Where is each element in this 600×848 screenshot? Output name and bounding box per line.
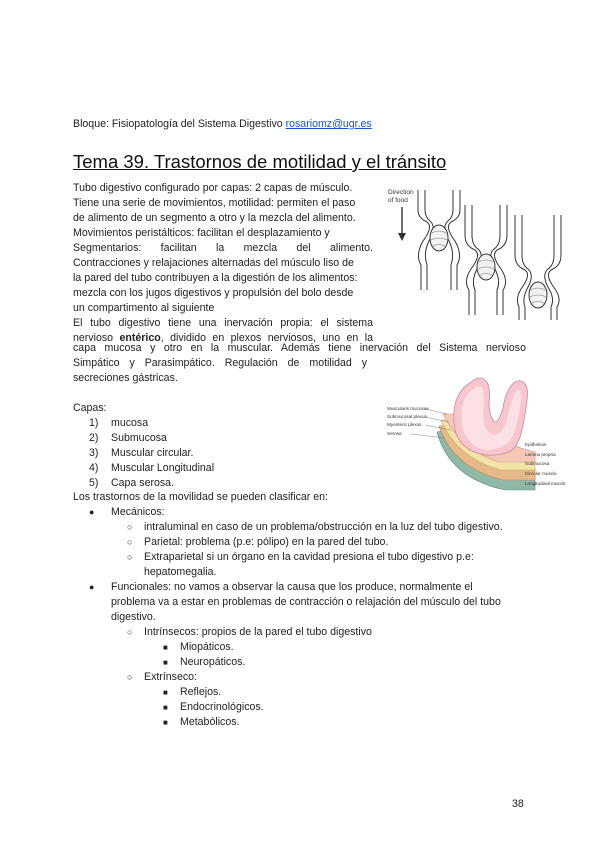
intrinsecos-subitem: ■ Miopáticos. [163,641,234,653]
circle-bullet-icon: ○ [127,672,133,682]
inervacion-line: nervioso entérico, dividido en plexos nerviosos, uno en la [73,332,373,344]
tube-segment-1 [418,190,460,290]
bullet-icon: ● [89,507,95,517]
square-bullet-icon: ■ [163,688,168,697]
square-bullet-icon: ■ [163,643,168,652]
intro-line: Contracciones y relajaciones alternadas del músculo liso de [73,257,354,269]
circle-bullet-icon: ○ [127,522,133,532]
intro-line: Movimientos peristálticos: facilitan el desplazamiento y [73,227,330,239]
list-item: 1) mucosa [89,417,149,429]
intrinsecos-item: ○ Intrínsecos: propios de la pared el tubo digestivo [127,626,372,638]
label-lamina-propria: Lamina propria [525,452,556,457]
circle-bullet-icon: ○ [127,537,133,547]
inervacion-line: secreciones gástricas. [73,372,178,384]
square-bullet-icon: ■ [163,718,168,727]
figure-label-direction: Direction [388,189,414,196]
mecanicos-subitem: ○ intraluminal en caso de un problema/obstrucción en la luz del tubo digestivo. [127,521,503,533]
mecanicos-subitem: ○ Extraparietal si un órgano en la cavidad presiona el tubo digestivo p.e: [127,551,474,563]
intro-line: Tubo digestivo configurado por capas: 2 capas de músculo. [73,182,353,194]
inervacion-line: El tubo digestivo tiene una inervación propia: el sistema [73,317,373,329]
email-link[interactable]: rosariomz@ugr.es [285,118,372,130]
intro-line: la pared del tubo contribuyen a la digestión de los alimentos: [73,272,358,284]
extrinseco-subitem: ■ Metabólicos. [163,716,240,728]
intrinsecos-subitem: ■ Neuropáticos. [163,656,246,668]
inervacion-line-full: capa mucosa y otro en la muscular. Además tiene inervación del Sistema nervioso [73,342,526,354]
list-item: 2) Submucosa [89,432,167,444]
tube-segment-3 [515,215,561,320]
figure-label-of-food: of food [388,197,408,204]
intro-line: un compartimento al siguiente [73,302,215,314]
mecanicos-subitem: ○ Parietal: problema (p.e: pólipo) en la pared del tubo. [127,536,389,548]
intro-line: Tiene una serie de movimientos, motilidad: permiten el paso [73,197,356,209]
clasificacion-intro: Los trastornos de la movilidad se pueden clasificar en: [73,491,328,503]
page-number: 38 [512,798,524,810]
intro-line: mezcla con los jugos digestivos y propulsión del bolo desde [73,287,354,299]
label-circular-muscle: Circular muscle [525,471,557,476]
enterico-bold: entérico [119,332,161,344]
label-submucosal-plexus: Submucosal plexus [387,414,427,419]
capas-list [89,416,214,491]
square-bullet-icon: ■ [163,703,168,712]
label-muscularis-mucosae: Muscularis mucosae [387,406,429,411]
page-title: Tema 39. Trastornos de motilidad y el tránsito [73,151,447,172]
intro-paragraph [73,181,373,346]
peristalsis-figure [385,185,575,320]
label-longitudinal-muscle: Longitudinal muscle [525,481,566,486]
mecanicos-item: ● Mecánicos: [89,506,165,518]
bullet-icon: ● [89,582,95,592]
funcionales-item: ● Funcionales: no vamos a observar la causa que los produce, normalmente el [89,581,473,593]
intestinal-layers-figure [385,368,566,498]
square-bullet-icon: ■ [163,658,168,667]
extrinseco-subitem: ■ Endocrinológicos. [163,701,264,713]
list-item: 4) Muscular Longitudinal [89,462,215,474]
capas-heading: Capas: [73,402,107,414]
header [73,117,372,132]
mecanicos-subitem-cont: hepatomegalia. [144,566,217,578]
arrow-down-icon [398,207,406,241]
extrinseco-subitem: ■ Reflejos. [163,686,222,698]
inervacion-line: Simpático y Parasimpático. Regulación de motilidad y [73,357,367,369]
list-item: 5) Capa serosa. [89,477,175,489]
extrinseco-item: ○ Extrínseco: [127,671,197,683]
circle-bullet-icon: ○ [127,627,133,637]
tube-segment-2 [465,205,507,315]
label-myenteric-plexus: Myenteric plexus [387,422,422,427]
funcionales-line: problema va a estar en problemas de contracción o relajación del músculo del tubo [111,596,501,608]
intro-line: de alimento de un segmento a otro y la mezcla del alimento. [73,212,356,224]
funcionales-line: digestivo. [111,611,156,623]
circle-bullet-icon: ○ [127,552,133,562]
header-bloque: Bloque: Fisiopatología del Sistema Digestivo [73,118,283,130]
label-epithelium: Epithelium [525,442,547,447]
intro-line: Segmentarios: facilitan la mezcla del alimento. [73,242,373,254]
label-serosa: Serosa [387,431,402,436]
label-submucosa: Submucosa [525,461,550,466]
list-item: 3) Muscular circular. [89,447,194,459]
